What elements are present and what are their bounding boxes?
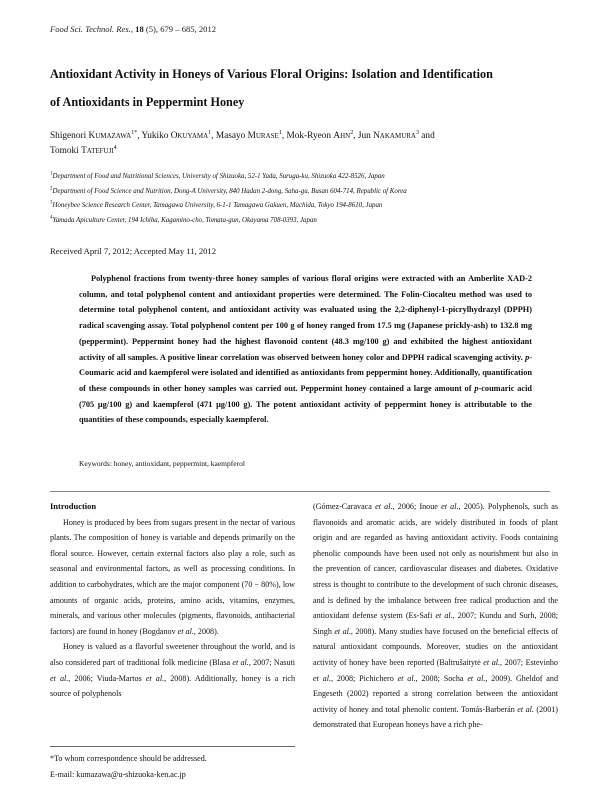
author: Yukiko Okuyama$^1$ <box>141 129 212 141</box>
received-dates: Received April 7, 2012; Accepted May 11, 2012 <box>50 246 217 256</box>
paper-title <box>50 60 560 116</box>
journal-volume: 18 <box>135 24 144 34</box>
affiliation: $^4$Yamada Apiculture Center, 194 Ichiba, Kagamino-cho, Tomata-gun, Okayama 708-0393, Japan <box>50 215 317 225</box>
author: Mok-Ryeon Ahn$^2$ <box>286 129 354 141</box>
affiliation: $^2$Department of Food Science and Nutrition, Dong-A University, 840 Hadan 2-dong, Saha-gu, Busan 604-714, Republic of Korea <box>50 186 407 195</box>
body-paragraph: (Gómez-Caravaca et al., 2006; Inoue et al., 2005). Polyphenols, such as flavonoids and aromatic acids, are widely distributed in foods of plant origin and are regarded as having antioxidant activity. Foods containing phenolic compounds have been used not only as nourishment but also in the prevention of cancer, cardiovascular diseases and diabetes. Oxidative stress is thought to contribute to the development of such chronic diseases, and is defined by the imbalance between free radical production and the antioxidant defense system (Es-Safi et al., 2007; Kundu and Surh, 2008; Singh et al., 2008). Many studies have focused on the beneficial effects of natural antioxidant compounds. Moreover, studies on the antioxidant activity of honey have been reported (Baltrušaitytė et al., 2007; Estevinho et al., 2008; Pichichero et al., 2008; Socha et al., 2009). Gheldof and Engeseth (2002) reported a strong correlation between the antioxidant activity of honey and total phenolic content. Tomás-Barberán et al. (2001) demonstrated that European honeys have a rich phe- <box>313 502 559 730</box>
author: Masayo Murase$^1$ <box>215 129 282 141</box>
author: Tomoki Tatefuji$^4$ <box>50 144 117 156</box>
affiliation: $^3$Honeybee Science Research Center, Tamagawa University, 6-1-1 Tamagawa Gakuen, Machida, Tokyo 194-8610, Japan <box>50 201 383 210</box>
body-column-right <box>313 499 558 733</box>
title-line-1: Antioxidant Activity in Honeys of Various Floral Origins: Isolation and Identification <box>50 67 493 81</box>
section-heading: Introduction <box>50 501 97 511</box>
keywords: Keywords: honey, antioxidant, peppermint, kaempferol <box>79 459 245 468</box>
journal-issue-pages: (5), 679 – 685, 2012 <box>145 24 217 34</box>
body-column-left <box>50 499 295 702</box>
title-line-2: of Antioxidants in Peppermint Honey <box>50 95 245 109</box>
footnote-correspondence: *To whom correspondence should be addressed. <box>50 754 207 763</box>
author: Shigenori Kumazawa$^{1*}$ <box>50 129 138 141</box>
body-paragraph: Honey is produced by bees from sugars present in the nectar of various plants. The composition of honey is variable and depends primarily on the floral source. However, certain external factors also play a role, such as seasonal and environmental factors, as well as processing conditions. In addition to carbohydrates, which are the major component (70 − 80%), low amounts of organic acids, proteins, amino acids, vitamins, enzymes, minerals, and various other molecules (pigments, flavonoids, antibacterial factors) are found in honey (Bogdanov et al., 2008). <box>50 517 295 636</box>
author-list: Shigenori Kumazawa$^{1*}$, Yukiko Okuyama$^1$, Masayo Murase$^1$, Mok-Ryeon Ahn$^2$, Jun Nakamura$^3$ and Tomoki Tatefuji$^4$ <box>50 129 435 156</box>
journal-header: Food Sci. Technol. Res., 18 (5), 679 – 685, 2012 <box>50 24 217 34</box>
author: Jun Nakamura$^3$ <box>357 129 419 141</box>
section-divider <box>50 491 550 492</box>
affiliation-list <box>50 170 570 229</box>
abstract: Polyphenol fractions from twenty-three honey samples of various floral origins were extracted with an Amberlite XAD-2 column, and total polyphenol content and antioxidant properties were determined. The Folin-Ciocalteu method was used to determine total polyphenol content, and antioxidant activity was evaluated using the 2,2-diphenyl-1-picrylhydrazyl (DPPH) radical scavenging assay. Total polyphenol content per 100 g of honey ranged from 17.5 mg (Japanese prickly-ash) to 132.8 mg (peppermint). Peppermint honey had the highest flavonoid content (48.3 mg/100 g) and exhibited the highest antioxidant activity of all samples. A positive linear correlation was observed between honey color and DPPH radical scavenging activity. p-Coumaric acid and kaempferol were isolated and identified as antioxidants from peppermint honey. Additionally, quantification of these compounds in other honey samples was carried out. Peppermint honey contained a large amount of p-coumaric acid (705 μg/100 g) and kaempferol (471 μg/100 g). The potent antioxidant activity of peppermint honey is attributable to the quantities of these compounds, especially kaempferol. <box>79 274 532 425</box>
affiliation: $^1$Department of Food and Nutritional Sciences, University of Shizuoka, 52-1 Yada, Suruga-ku, Shizuoka 422-8526, Japan <box>50 171 385 180</box>
footnote <box>50 751 295 783</box>
body-paragraph: Honey is valued as a flavorful sweetener throughout the world, and is also considered part of traditional folk medicine (Blasa et al., 2007; Nasuti et al., 2006; Viuda-Martos et al., 2008). Additionally, honey is a rich source of polyphenols <box>50 642 296 699</box>
footnote-email: E-mail: kumazawa@u-shizuoka-ken.ac.jp <box>50 770 186 779</box>
journal-abbrev: Food Sci. Technol. Res. <box>50 24 131 34</box>
footnote-divider <box>50 746 295 747</box>
